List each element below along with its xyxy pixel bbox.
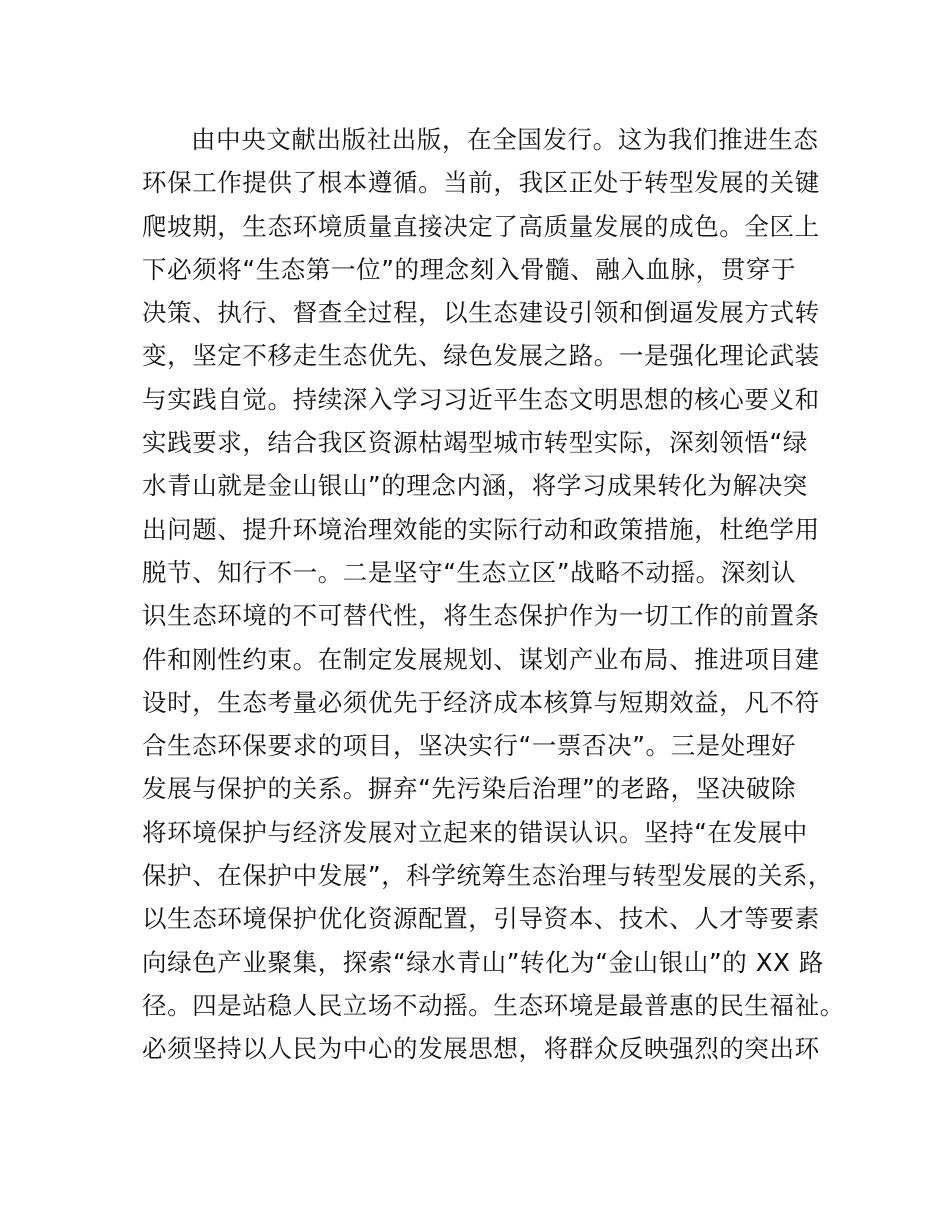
text-line: 决策、执行、督查全过程，以生态建设引领和倒逼发展方式转 [142, 298, 820, 328]
text-line: 与实践自觉。持续深入学习习近平生态文明思想的核心要义和 [142, 384, 820, 414]
text-line: 保护、在保护中发展”，科学统筹生态治理与转型发展的关系， [142, 861, 833, 891]
text-line: 由中央文献出版社出版，在全国发行。这为我们推进生态 [191, 125, 819, 154]
text-line: 环保工作提供了根本遵循。当前，我区正处于转型发展的关键 [142, 168, 820, 198]
text-line: 水青山就是金山银山”的理念内涵，将学习成果转化为解决突 [142, 471, 808, 501]
text-line: 实践要求，结合我区资源枯竭型城市转型实际，深刻领悟“绿 [142, 428, 808, 458]
text-line: 将环境保护与经济发展对立起来的错误认识。坚持“在发展中 [142, 817, 808, 847]
text-line: 必须坚持以人民为中心的发展思想，将群众反映强烈的突出环 [142, 1034, 820, 1064]
body-text [142, 118, 845, 1071]
text-line: 以生态环境保护优化资源配置，引导资本、技术、人才等要素 [142, 904, 820, 934]
text-line: 识生态环境的不可替代性，将生态保护作为一切工作的前置条 [142, 601, 820, 631]
text-line: 出问题、提升环境治理效能的实际行动和政策措施，杜绝学用 [142, 514, 820, 544]
text-line: 发展与保护的关系。摒弃“先污染后治理”的老路，坚决破除 [142, 774, 797, 804]
text-line: 爬坡期，生态环境质量直接决定了高质量发展的成色。全区上 [142, 211, 820, 241]
text-line: 径。四是站稳人民立场不动摇。生态环境是最普惠的民生福祉。 [142, 990, 845, 1020]
text-line: 变，坚定不移走生态优先、绿色发展之路。一是强化理论武装 [142, 341, 820, 371]
text-line: 合生态环保要求的项目，坚决实行“一票否决”。三是处理好 [142, 731, 797, 761]
text-line: 下必须将“生态第一位”的理念刻入骨髓、融入血脉，贯穿于 [142, 254, 797, 284]
text-line: 脱节、知行不一。二是坚守“生态立区”战略不动摇。深刻认 [142, 557, 797, 587]
text-line: 向绿色产业聚集，探索“绿水青山”转化为“金山银山”的 XX 路 [142, 947, 825, 977]
text-line: 设时，生态考量必须优先于经济成本核算与短期效益，凡不符 [142, 687, 820, 717]
text-line: 件和刚性约束。在制定发展规划、谋划产业布局、推进项目建 [142, 644, 820, 674]
